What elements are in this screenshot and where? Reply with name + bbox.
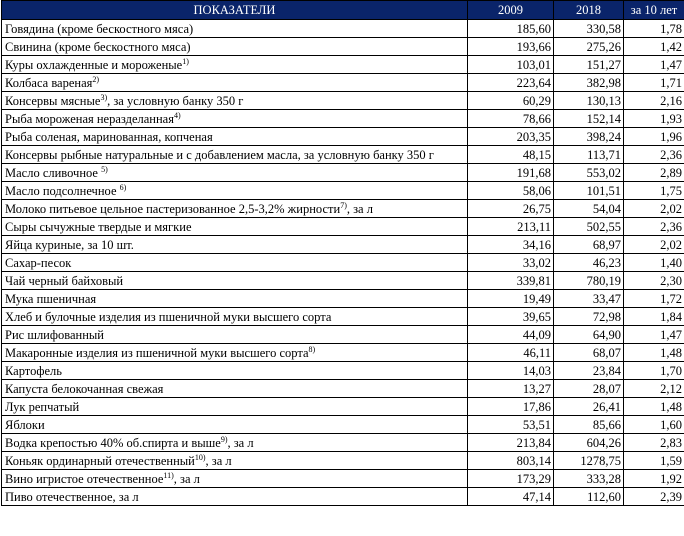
row-name [2,110,468,128]
value-ratio: 1,84 [624,308,684,326]
value-ratio: 2,89 [624,164,684,182]
value-2009: 185,60 [468,20,554,38]
row-name [2,74,468,92]
header-2018: 2018 [554,1,624,20]
table-row [2,38,684,56]
value-2018: 46,23 [554,254,624,272]
value-2009: 14,03 [468,362,554,380]
header-indicators: ПОКАЗАТЕЛИ [2,1,468,20]
row-name-text: Масло сливочное [5,165,102,180]
row-name [2,164,468,182]
value-2009: 48,15 [468,146,554,164]
value-2018: 780,19 [554,272,624,290]
value-ratio: 2,83 [624,434,684,452]
header-ratio: за 10 лет [624,1,684,20]
value-2009: 47,14 [468,488,554,506]
table-row [2,362,684,380]
value-ratio: 1,48 [624,398,684,416]
value-2009: 46,11 [468,344,554,362]
value-ratio: 1,93 [624,110,684,128]
row-name [2,290,468,308]
value-2009: 33,02 [468,254,554,272]
row-name [2,128,468,146]
row-name [2,380,468,398]
row-name [2,146,468,164]
row-name [2,452,468,470]
row-name [2,20,468,38]
table-row [2,272,684,290]
value-2009: 19,49 [468,290,554,308]
table-row [2,128,684,146]
table-row [2,380,684,398]
row-name-text: Рыба соленая, маринованная, копченая [5,129,213,144]
table-row [2,74,684,92]
value-ratio: 1,72 [624,290,684,308]
value-2018: 64,90 [554,326,624,344]
row-name-suffix: , за л [205,453,232,468]
value-2018: 553,02 [554,164,624,182]
value-2009: 13,27 [468,380,554,398]
value-2018: 101,51 [554,182,624,200]
value-2009: 58,06 [468,182,554,200]
row-name-suffix: , за л [346,201,373,216]
row-name-text: Макаронные изделия из пшеничной муки высшего сорта [5,345,309,360]
table-row [2,164,684,182]
value-2009: 191,68 [468,164,554,182]
value-2018: 330,58 [554,20,624,38]
footnote-marker: 7) [340,200,347,210]
value-2009: 17,86 [468,398,554,416]
row-name-text: Яблоки [5,417,45,432]
row-name [2,182,468,200]
table-row [2,488,684,506]
price-table [1,0,684,506]
row-name [2,416,468,434]
row-name [2,38,468,56]
value-ratio: 1,60 [624,416,684,434]
table-row [2,344,684,362]
row-name [2,200,468,218]
row-name [2,362,468,380]
footnote-marker: 8) [308,344,316,354]
row-name-text: Масло подсолнечное [5,183,120,198]
value-2018: 26,41 [554,398,624,416]
row-name-text: Сыры сычужные твердые и мягкие [5,219,192,234]
value-2009: 26,75 [468,200,554,218]
table-row [2,290,684,308]
value-2018: 1278,75 [554,452,624,470]
value-ratio: 1,96 [624,128,684,146]
table-row [2,56,684,74]
value-2018: 502,55 [554,218,624,236]
value-ratio: 1,70 [624,362,684,380]
value-2009: 39,65 [468,308,554,326]
row-name-text: Свинина (кроме бескостного мяса) [5,39,191,54]
header-row [2,1,684,20]
value-2009: 103,01 [468,56,554,74]
footnote-marker: 6) [119,182,127,192]
footnote-marker: 4) [173,110,181,120]
row-name-text: Капуста белокочанная свежая [5,381,164,396]
row-name-text: Рыба мороженая неразделанная [5,111,174,126]
value-2018: 72,98 [554,308,624,326]
table-row [2,308,684,326]
value-2009: 44,09 [468,326,554,344]
header-2009: 2009 [468,1,554,20]
value-2018: 68,97 [554,236,624,254]
row-name-text: Картофель [5,363,62,378]
value-ratio: 1,47 [624,326,684,344]
row-name [2,344,468,362]
table-row [2,200,684,218]
table-row [2,110,684,128]
table-row [2,218,684,236]
table-row [2,398,684,416]
table-row [2,416,684,434]
value-2009: 60,29 [468,92,554,110]
row-name [2,92,468,110]
footnote-marker: 9) [220,434,228,444]
value-2018: 68,07 [554,344,624,362]
footnote-marker: 5) [101,164,108,174]
value-2018: 604,26 [554,434,624,452]
table-row [2,254,684,272]
value-2018: 54,04 [554,200,624,218]
value-ratio: 2,36 [624,146,684,164]
row-name-text: Коньяк ординарный отечественный [5,453,195,468]
row-name-text: Куры охлажденные и мороженые [5,57,183,72]
value-2018: 333,28 [554,470,624,488]
footnote-marker: 10) [194,452,206,462]
value-2018: 112,60 [554,488,624,506]
row-name [2,218,468,236]
value-2009: 34,16 [468,236,554,254]
value-2018: 23,84 [554,362,624,380]
table-row [2,146,684,164]
table-row [2,182,684,200]
value-ratio: 1,59 [624,452,684,470]
value-2018: 130,13 [554,92,624,110]
value-ratio: 1,78 [624,20,684,38]
value-2018: 398,24 [554,128,624,146]
value-ratio: 2,02 [624,200,684,218]
value-ratio: 1,71 [624,74,684,92]
row-name [2,56,468,74]
value-2018: 382,98 [554,74,624,92]
value-2018: 28,07 [554,380,624,398]
row-name-text: Яйца куриные, за 10 шт. [5,237,134,252]
value-2009: 193,66 [468,38,554,56]
value-ratio: 1,42 [624,38,684,56]
row-name-text: Пиво отечественное, за л [5,489,139,504]
value-2009: 53,51 [468,416,554,434]
row-name [2,470,468,488]
footnote-marker: 11) [163,470,174,480]
table-row [2,236,684,254]
row-name-text: Рис шлифованный [5,327,104,342]
row-name-text: Консервы рыбные натуральные и с добавлением масла, за условную банку 350 г [5,147,434,162]
row-name-text: Говядина (кроме бескостного мяса) [5,21,194,36]
row-name-text: Хлеб и булочные изделия из пшеничной муки высшего сорта [5,309,332,324]
value-2009: 203,35 [468,128,554,146]
row-name-text: Вино игристое отечественное [5,471,164,486]
value-2018: 33,47 [554,290,624,308]
value-ratio: 2,16 [624,92,684,110]
row-name [2,398,468,416]
row-name [2,308,468,326]
footnote-marker: 2) [92,74,100,84]
value-2018: 152,14 [554,110,624,128]
row-name [2,272,468,290]
value-2009: 339,81 [468,272,554,290]
table-row [2,92,684,110]
value-2009: 78,66 [468,110,554,128]
row-name-suffix: , за л [227,435,254,450]
value-2018: 85,66 [554,416,624,434]
table-row [2,20,684,38]
row-name-suffix: , за условную банку 350 г [107,93,244,108]
row-name [2,434,468,452]
row-name-text: Водка крепостью 40% об.спирта и выше [5,435,221,450]
value-ratio: 2,02 [624,236,684,254]
row-name-text: Сахар-песок [5,255,72,270]
value-2018: 275,26 [554,38,624,56]
value-ratio: 1,47 [624,56,684,74]
value-ratio: 1,75 [624,182,684,200]
table-row [2,434,684,452]
row-name [2,488,468,506]
value-2018: 151,27 [554,56,624,74]
value-ratio: 2,30 [624,272,684,290]
row-name-text: Мука пшеничная [5,291,97,306]
value-2018: 113,71 [554,146,624,164]
row-name-text: Лук репчатый [5,399,80,414]
value-ratio: 2,39 [624,488,684,506]
row-name [2,254,468,272]
footnote-marker: 1) [182,56,189,66]
row-name [2,236,468,254]
table-row [2,326,684,344]
value-ratio: 1,92 [624,470,684,488]
value-ratio: 2,36 [624,218,684,236]
row-name-text: Молоко питьевое цельное пастеризованное 2,5-3,2% жирности [5,201,341,216]
row-name-suffix: , за л [173,471,200,486]
value-2009: 213,11 [468,218,554,236]
value-2009: 803,14 [468,452,554,470]
value-2009: 213,84 [468,434,554,452]
value-2009: 173,29 [468,470,554,488]
table-row [2,470,684,488]
row-name-text: Чай черный байховый [5,273,124,288]
row-name-text: Колбаса вареная [5,75,93,90]
table-row [2,452,684,470]
table-body [2,20,684,506]
value-2009: 223,64 [468,74,554,92]
value-ratio: 1,48 [624,344,684,362]
row-name-text: Консервы мясные [5,93,101,108]
row-name [2,326,468,344]
footnote-marker: 3) [100,92,108,102]
value-ratio: 2,12 [624,380,684,398]
value-ratio: 1,40 [624,254,684,272]
